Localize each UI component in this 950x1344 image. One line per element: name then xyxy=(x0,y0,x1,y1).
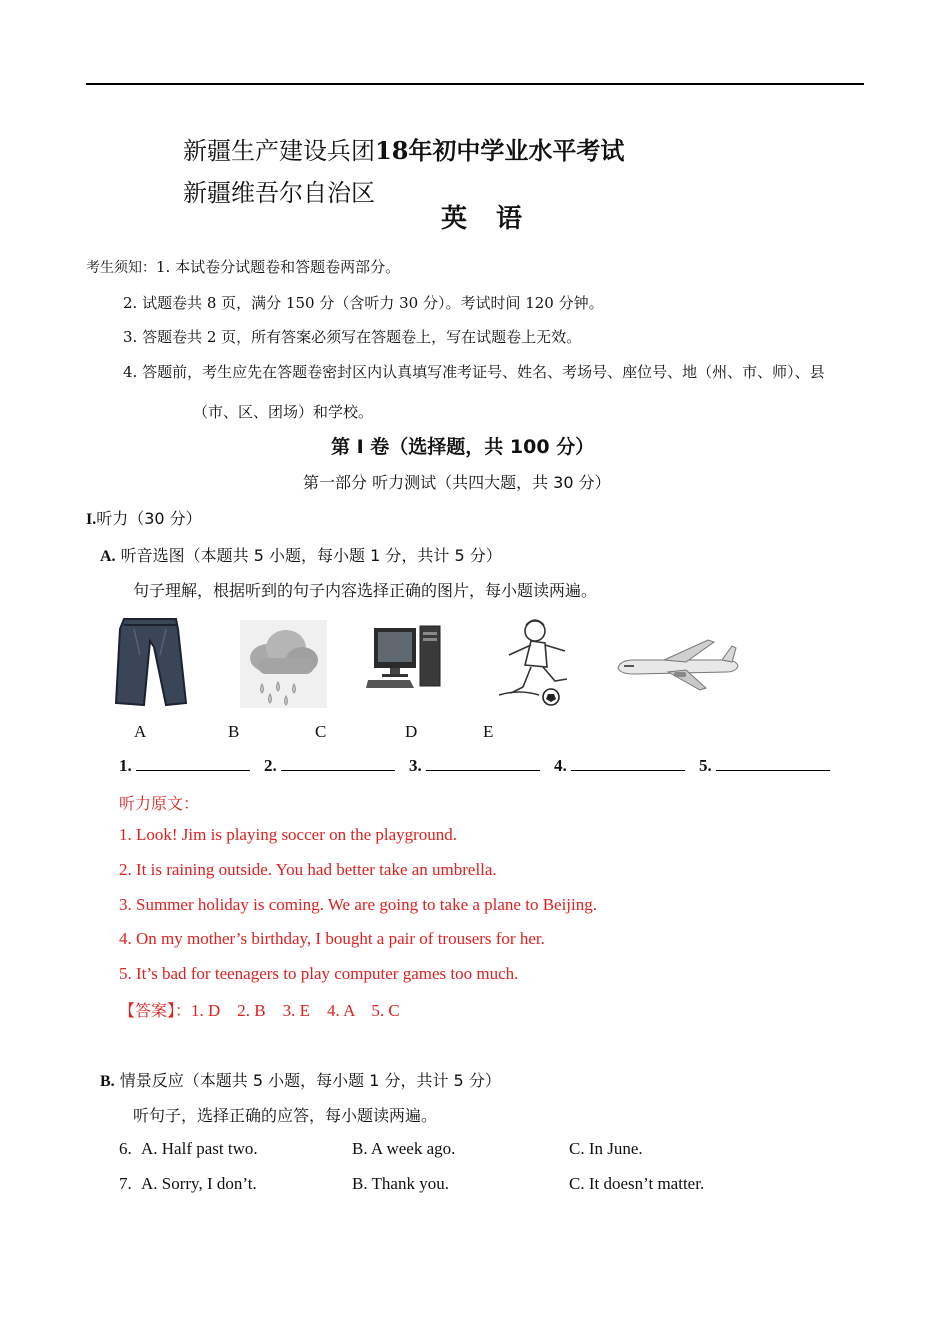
transcript-line: 2. It is raining outside. You had better take an umbrella. xyxy=(119,860,497,879)
question-7-option-b[interactable]: B. Thank you. xyxy=(352,1174,449,1193)
part1-title: 第一部分 听力测试（共四大题，共 30 分） xyxy=(303,473,611,492)
question-7-option-a[interactable]: A. Sorry, I don’t. xyxy=(141,1174,257,1193)
image-label-d: D xyxy=(405,722,418,741)
subject-title: 英 语 xyxy=(441,204,533,234)
airplane-icon xyxy=(614,638,740,694)
question-6-option-a[interactable]: A. Half past two. xyxy=(141,1139,258,1158)
notice-item-2: 2. 试题卷共 8 页，满分 150 分（含听力 30 分）。考试时间 120 分钟。 xyxy=(123,294,604,312)
section1-title: I.听力（30 分） xyxy=(86,509,202,528)
blank-3[interactable]: 3. xyxy=(409,756,554,776)
sectionB-instruction: 听句子，选择正确的应答，每小题读两遍。 xyxy=(133,1106,438,1125)
computer-icon xyxy=(366,624,446,690)
transcript-line: 4. On my mother’s birthday, I bought a pair of trousers for her. xyxy=(119,929,545,948)
notice-item-4: 4. 答题前，考生应先在答题卷密封区内认真填写准考证号、姓名、考场号、座位号、地（州、市、师）、县 xyxy=(123,363,825,381)
transcript-line: 1. Look! Jim is playing soccer on the playground. xyxy=(119,825,458,844)
trousers-icon xyxy=(110,615,190,707)
answer-blanks-row xyxy=(119,756,839,776)
sectionA-instruction: 句子理解，根据听到的句子内容选择正确的图片，每小题读两遍。 xyxy=(133,581,598,600)
notice-item-3: 3. 答题卷共 2 页，所有答案必须写在答题卷上，写在试题卷上无效。 xyxy=(123,328,582,346)
answer-key xyxy=(119,998,400,1021)
answer-values: 1. D 2. B 3. E 4. A 5. C xyxy=(191,1001,400,1020)
title-org-1: 新疆生产建设兵团 xyxy=(183,137,375,165)
exam-title-line2: 新疆维吾尔自治区 xyxy=(183,179,375,207)
image-label-a: A xyxy=(134,722,147,741)
image-label-c: C xyxy=(315,722,327,741)
blank-5[interactable]: 5. xyxy=(699,756,839,776)
question-6-number: 6. xyxy=(119,1139,132,1158)
title-exam-name: 18年初中学业水平考试 xyxy=(375,136,625,165)
transcript-label: 听力原文： xyxy=(119,794,200,813)
sectionB-title: B. 情景反应（本题共 5 小题，每小题 1 分，共计 5 分） xyxy=(100,1071,501,1090)
image-label-b: B xyxy=(228,722,240,741)
blank-2[interactable]: 2. xyxy=(264,756,409,776)
answer-label: 【答案】： xyxy=(119,1001,192,1020)
image-label-e: E xyxy=(483,722,494,741)
volume-title: 第 I 卷（选择题，共 100 分） xyxy=(331,436,595,458)
blank-4[interactable]: 4. xyxy=(554,756,699,776)
notice-label: 考生须知： xyxy=(86,260,156,276)
sectionA-title: A. 听音选图（本题共 5 小题，每小题 1 分，共计 5 分） xyxy=(100,546,502,565)
notice-item-4-cont: （市、区、团场）和学校。 xyxy=(193,403,374,421)
question-7-number: 7. xyxy=(119,1174,132,1193)
question-7-option-c[interactable]: C. It doesn’t matter. xyxy=(569,1174,705,1193)
rain-cloud-icon xyxy=(240,620,327,708)
question-6-option-b[interactable]: B. A week ago. xyxy=(352,1139,456,1158)
exam-title-line1 xyxy=(183,131,624,166)
transcript-line: 3. Summer holiday is coming. We are going to take a plane to Beijing. xyxy=(119,895,598,914)
soccer-player-icon xyxy=(495,615,587,707)
transcript-line: 5. It’s bad for teenagers to play computer games too much. xyxy=(119,964,519,983)
top-rule xyxy=(86,83,864,85)
blank-1[interactable]: 1. xyxy=(119,756,264,776)
question-6-option-c[interactable]: C. In June. xyxy=(569,1139,643,1158)
notice-item-1: 考生须知：1. 本试卷分试题卷和答题卷两部分。 xyxy=(86,258,401,276)
